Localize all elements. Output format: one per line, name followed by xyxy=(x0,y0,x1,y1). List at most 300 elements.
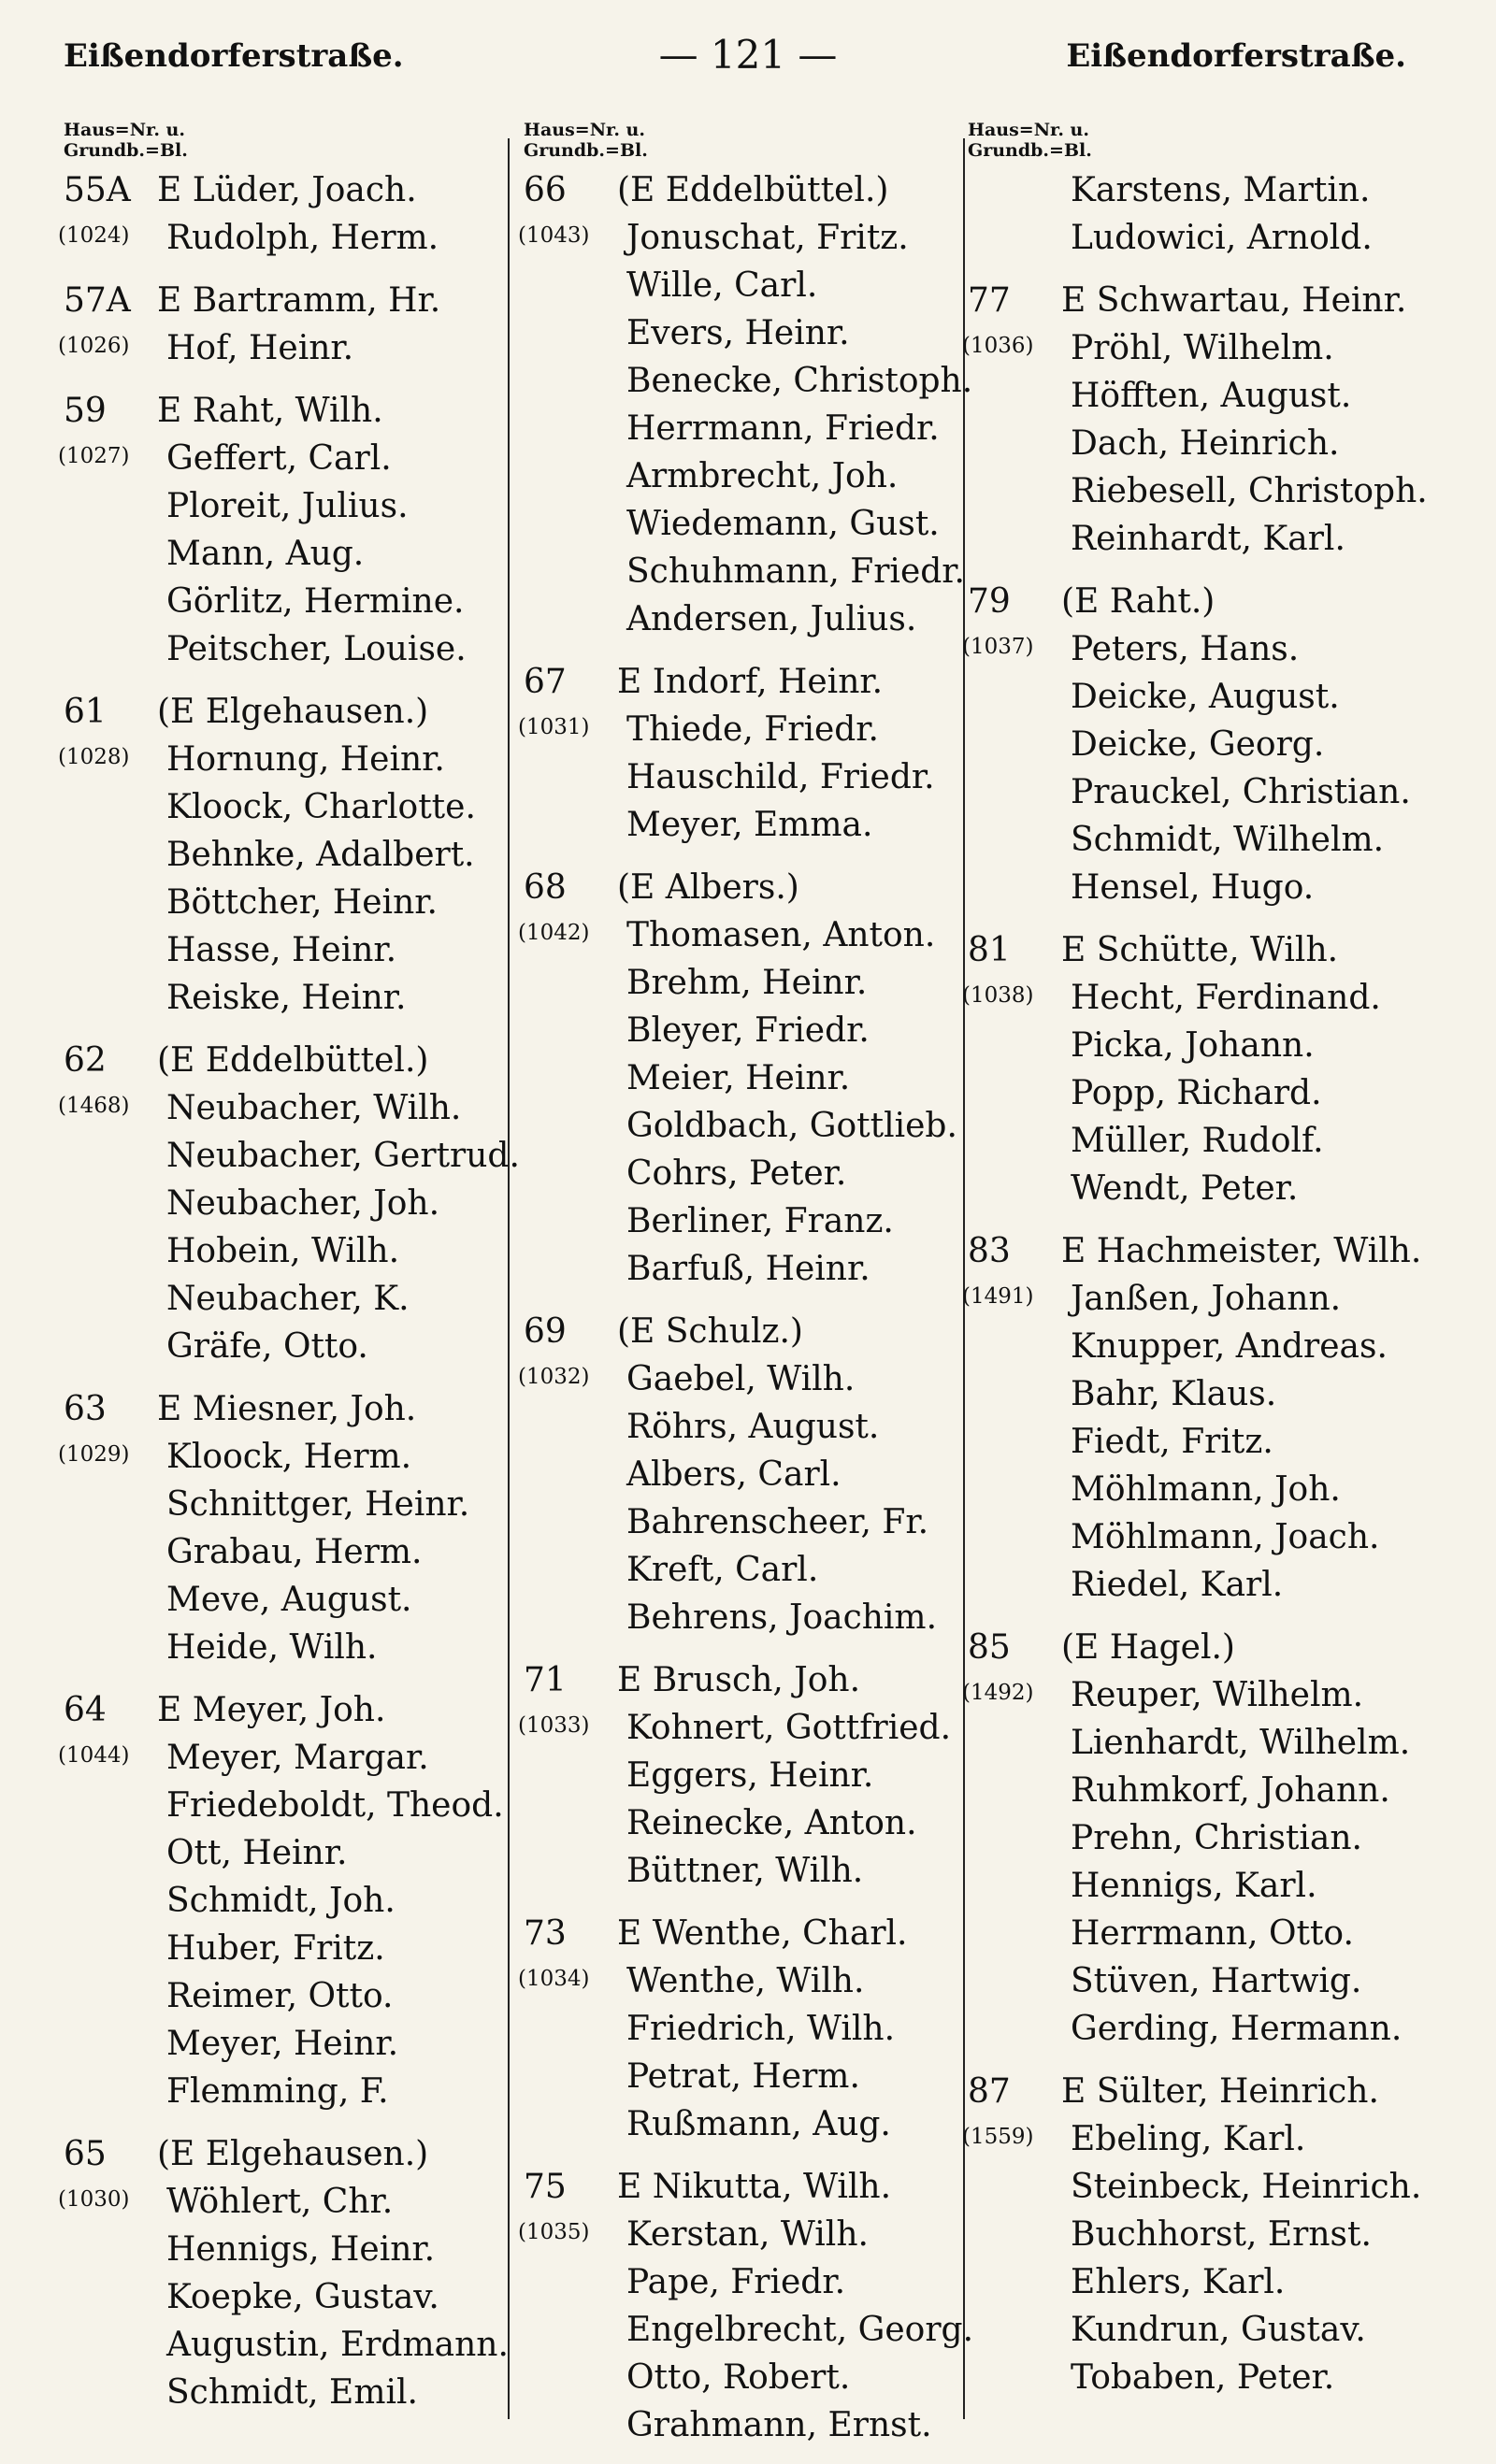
resident-row xyxy=(524,1752,963,1799)
column-2 xyxy=(518,120,974,2464)
resident-name: Riebesell, Christoph. xyxy=(1071,472,1428,510)
resident-row xyxy=(968,1513,1407,1561)
owner-name: (E Eddelbüttel.) xyxy=(157,1041,429,1080)
resident-row xyxy=(64,1576,503,1624)
resident-name: Mann, Aug. xyxy=(166,535,365,573)
street-heading-right: Eißendorferstraße. xyxy=(1066,37,1406,75)
resident-name: Buchhorst, Ernst. xyxy=(1071,2215,1372,2254)
resident-name: Stüven, Hartwig. xyxy=(1071,1962,1362,2000)
resident-name: Thiede, Friedr. xyxy=(626,710,879,749)
owner-name: E Bartramm, Hr. xyxy=(157,281,441,320)
resident-row xyxy=(968,515,1407,563)
resident-name: Berliner, Franz. xyxy=(626,1202,894,1240)
resident-name: Friedeboldt, Theod. xyxy=(166,1786,504,1825)
house-number: 85 xyxy=(968,1628,1011,1667)
resident-row xyxy=(968,467,1428,515)
resident-name: Tobaben, Peter. xyxy=(1071,2358,1335,2397)
resident-name: Ehlers, Karl. xyxy=(1071,2263,1286,2301)
resident-name: Ploreit, Julius. xyxy=(166,487,409,525)
resident-row xyxy=(64,1972,503,2020)
owner-name: E Meyer, Joh. xyxy=(157,1691,386,1729)
resident-row xyxy=(64,831,503,879)
resident-name: Reuper, Wilhelm. xyxy=(1071,1676,1364,1714)
house-entry xyxy=(962,2068,1422,2401)
resident-row xyxy=(524,595,963,643)
house-entry xyxy=(518,864,963,1293)
resident-row xyxy=(968,420,1407,467)
resident-row xyxy=(968,1814,1407,1862)
house-number: 59 xyxy=(64,392,107,430)
resident-row xyxy=(64,2369,503,2416)
resident-row xyxy=(58,324,503,372)
owner-row xyxy=(524,1656,963,1704)
resident-name: Möhlmann, Joh. xyxy=(1071,1470,1341,1509)
resident-name: Hobein, Wilh. xyxy=(166,1232,400,1270)
resident-name: Bleyer, Friedr. xyxy=(626,1011,870,1050)
house-number: 61 xyxy=(64,693,107,731)
resident-name: Friedrich, Wilh. xyxy=(626,2010,896,2048)
resident-name: Gräfe, Otto. xyxy=(166,1327,368,1366)
resident-row xyxy=(64,1624,503,1671)
resident-row xyxy=(64,1829,503,1877)
resident-name: Hennigs, Heinr. xyxy=(166,2230,436,2269)
resident-name: Peters, Hans. xyxy=(1071,630,1300,668)
house-number: 71 xyxy=(524,1661,567,1699)
resident-row xyxy=(962,974,1407,1022)
resident-name: Röhrs, August. xyxy=(626,1408,880,1446)
owner-row xyxy=(524,1308,963,1355)
resident-name: Wenthe, Wilh. xyxy=(626,1962,865,2000)
resident-row xyxy=(968,2258,1407,2306)
house-number: 77 xyxy=(968,281,1011,320)
resident-name: Fiedt, Fritz. xyxy=(1071,1423,1273,1461)
resident-name: Goldbach, Gottlieb. xyxy=(626,1107,957,1145)
owner-name: (E Eddelbüttel.) xyxy=(617,171,889,209)
house-entry xyxy=(58,1686,504,2115)
grundbuch-number: (1028) xyxy=(58,745,130,769)
resident-name: Augustin, Erdmann. xyxy=(166,2326,509,2364)
resident-name: Flemming, F. xyxy=(166,2072,389,2111)
resident-name: Neubacher, Gertrud. xyxy=(166,1137,520,1175)
resident-row xyxy=(968,768,1411,816)
resident-row xyxy=(524,2053,963,2100)
grundbuch-number: (1044) xyxy=(58,1743,130,1768)
resident-row xyxy=(524,405,963,452)
house-entry xyxy=(518,1910,963,2148)
owner-name: E Sülter, Heinrich. xyxy=(1061,2072,1379,2111)
column-header-line: Haus=Nr. u. xyxy=(524,120,645,140)
resident-row xyxy=(64,1227,503,1275)
resident-name: Kloock, Herm. xyxy=(166,1438,412,1476)
column-divider xyxy=(508,138,510,2419)
owner-row xyxy=(524,1910,963,1957)
resident-name: Behrens, Joachim. xyxy=(626,1598,938,1637)
resident-row xyxy=(64,625,503,673)
resident-row xyxy=(58,2178,503,2226)
resident-name: Bahrenscheer, Fr. xyxy=(626,1503,929,1541)
resident-row xyxy=(518,911,963,959)
resident-name: Meyer, Heinr. xyxy=(166,2025,399,2063)
house-entry xyxy=(58,277,503,372)
resident-name: Grabau, Herm. xyxy=(166,1533,423,1571)
resident-name: Kreft, Carl. xyxy=(626,1551,819,1589)
resident-name: Kerstan, Wilh. xyxy=(626,2215,869,2254)
house-entry xyxy=(58,1385,503,1671)
resident-name: Rußmann, Aug. xyxy=(626,2105,891,2143)
resident-row xyxy=(64,1132,520,1180)
resident-name: Meier, Heinr. xyxy=(626,1059,851,1097)
resident-name: Behnke, Adalbert. xyxy=(166,836,475,874)
column-1 xyxy=(58,120,520,2431)
resident-name: Schnittger, Heinr. xyxy=(166,1485,470,1524)
house-number: 69 xyxy=(524,1312,567,1351)
resident-name: Karstens, Martin. xyxy=(1071,171,1371,209)
grundbuch-number: (1491) xyxy=(962,1284,1034,1309)
owner-name: E Indorf, Heinr. xyxy=(617,663,884,701)
resident-name: Reinecke, Anton. xyxy=(626,1804,917,1842)
resident-name: Reinhardt, Karl. xyxy=(1071,520,1345,558)
resident-name: Pröhl, Wilhelm. xyxy=(1071,329,1334,367)
resident-name: Neubacher, K. xyxy=(166,1280,410,1318)
house-number: 67 xyxy=(524,663,567,701)
column-header-line: Haus=Nr. u. xyxy=(968,120,1089,140)
house-number: 68 xyxy=(524,868,567,907)
resident-name: Hauschild, Friedr. xyxy=(626,758,935,796)
column-header xyxy=(64,120,503,161)
grundbuch-number: (1032) xyxy=(518,1365,590,1389)
resident-name: Kloock, Charlotte. xyxy=(166,788,476,826)
resident-row xyxy=(524,2258,963,2306)
resident-name: Böttcher, Heinr. xyxy=(166,883,438,922)
resident-row xyxy=(968,1418,1407,1466)
resident-row xyxy=(524,1007,963,1054)
resident-row xyxy=(518,706,963,753)
house-number: 64 xyxy=(64,1691,107,1729)
resident-row xyxy=(524,262,963,309)
resident-row xyxy=(64,974,503,1022)
resident-name: Meyer, Margar. xyxy=(166,1739,429,1777)
resident-name: Büttner, Wilh. xyxy=(626,1852,864,1890)
resident-name: Knupper, Andreas. xyxy=(1071,1327,1388,1366)
resident-row xyxy=(968,2354,1407,2401)
resident-row xyxy=(58,1734,503,1782)
resident-row xyxy=(968,1910,1407,1957)
resident-row xyxy=(524,753,963,801)
resident-name: Rudolph, Herm. xyxy=(166,219,439,257)
resident-row xyxy=(64,879,503,926)
resident-row xyxy=(524,1197,963,1245)
owner-name: (E Raht.) xyxy=(1061,582,1216,621)
resident-row xyxy=(524,1546,963,1594)
grundbuch-number: (1043) xyxy=(518,223,590,248)
owner-row xyxy=(968,1227,1422,1275)
resident-name: Ott, Heinr. xyxy=(166,1834,348,1872)
resident-name: Engelbrecht, Georg. xyxy=(626,2311,974,2349)
resident-name: Bahr, Klaus. xyxy=(1071,1375,1277,1413)
resident-row xyxy=(968,673,1407,721)
resident-name: Hecht, Ferdinand. xyxy=(1071,979,1381,1017)
resident-row xyxy=(968,1165,1407,1212)
resident-row xyxy=(64,1782,503,1829)
resident-row xyxy=(968,1561,1407,1609)
owner-row xyxy=(524,864,963,911)
resident-name: Jonuschat, Fritz. xyxy=(626,219,909,257)
resident-name: Geffert, Carl. xyxy=(166,439,392,478)
resident-name: Picka, Johann. xyxy=(1071,1026,1315,1065)
resident-row xyxy=(524,1054,963,1102)
resident-row xyxy=(524,2100,963,2148)
grundbuch-number: (1030) xyxy=(58,2187,130,2212)
column-header-line: Haus=Nr. u. xyxy=(64,120,185,140)
resident-name: Schmidt, Wilhelm. xyxy=(1071,821,1385,859)
resident-row xyxy=(968,1957,1407,2005)
house-entry xyxy=(962,1227,1422,1609)
owner-row xyxy=(64,166,503,214)
grundbuch-number: (1037) xyxy=(962,635,1034,659)
resident-row xyxy=(64,1528,503,1576)
resident-name: Peitscher, Louise. xyxy=(166,630,467,668)
resident-row xyxy=(64,783,503,831)
owner-name: (E Elgehausen.) xyxy=(157,693,429,731)
grundbuch-number: (1559) xyxy=(962,2125,1034,2149)
resident-name: Schmidt, Emil. xyxy=(166,2373,418,2412)
owner-row xyxy=(64,1686,503,1734)
resident-row xyxy=(968,1323,1407,1370)
resident-row xyxy=(968,372,1407,420)
owner-name: E Schwartau, Heinr. xyxy=(1061,281,1407,320)
grundbuch-number: (1035) xyxy=(518,2220,590,2244)
house-entry xyxy=(58,2130,509,2416)
resident-row xyxy=(518,214,963,262)
resident-row xyxy=(968,816,1407,864)
owner-name: E Brusch, Joh. xyxy=(617,1661,861,1699)
owner-name: E Miesner, Joh. xyxy=(157,1390,417,1428)
resident-row xyxy=(518,1355,963,1403)
resident-row xyxy=(524,357,973,405)
resident-name: Steinbeck, Heinrich. xyxy=(1071,2168,1422,2206)
resident-row xyxy=(58,214,503,262)
resident-name: Ruhmkorf, Johann. xyxy=(1071,1771,1390,1810)
resident-name: Hennigs, Karl. xyxy=(1071,1867,1317,1905)
resident-row xyxy=(524,452,963,500)
owner-row xyxy=(64,1385,503,1433)
owner-row xyxy=(968,2068,1407,2115)
resident-name: Neubacher, Wilh. xyxy=(166,1089,462,1127)
resident-name: Armbrecht, Joh. xyxy=(626,457,899,495)
resident-name: Huber, Fritz. xyxy=(166,1929,385,1968)
owner-row xyxy=(64,387,503,435)
grundbuch-number: (1468) xyxy=(58,1094,130,1118)
owner-row xyxy=(968,578,1407,625)
owner-row xyxy=(524,658,963,706)
resident-name: Hasse, Heinr. xyxy=(166,931,397,969)
house-number: 73 xyxy=(524,1914,567,1953)
resident-row xyxy=(64,2321,509,2369)
page-number: — 121 — xyxy=(658,32,838,78)
resident-row xyxy=(64,926,503,974)
resident-name: Wille, Carl. xyxy=(626,266,818,305)
owner-row xyxy=(968,1624,1407,1671)
owner-name: (E Albers.) xyxy=(617,868,799,907)
house-entry xyxy=(518,2163,974,2449)
house-number: 81 xyxy=(968,931,1011,969)
resident-row xyxy=(524,1594,963,1641)
house-entry xyxy=(962,277,1428,563)
column-header-line: Grundb.=Bl. xyxy=(968,140,1092,161)
owner-row xyxy=(968,277,1407,324)
resident-row xyxy=(968,1370,1407,1418)
resident-row xyxy=(968,2211,1407,2258)
resident-row xyxy=(962,324,1407,372)
resident-name: Otto, Robert. xyxy=(626,2358,851,2397)
owner-name: E Schütte, Wilh. xyxy=(1061,931,1339,969)
resident-name: Reiske, Heinr. xyxy=(166,979,407,1017)
resident-row xyxy=(524,2354,963,2401)
resident-row xyxy=(64,1275,503,1323)
resident-name: Höfften, August. xyxy=(1071,377,1352,415)
resident-row xyxy=(524,959,963,1007)
resident-row xyxy=(64,1323,503,1370)
resident-row xyxy=(968,1022,1407,1069)
resident-name: Petrat, Herm. xyxy=(626,2057,860,2096)
resident-name: Kohnert, Gottfried. xyxy=(626,1709,952,1747)
resident-row xyxy=(524,1245,963,1293)
resident-row xyxy=(962,1275,1407,1323)
resident-row xyxy=(64,578,503,625)
resident-row xyxy=(968,1069,1407,1117)
resident-name: Andersen, Julius. xyxy=(626,600,917,638)
resident-name: Schuhmann, Friedr. xyxy=(626,552,965,591)
house-number: 66 xyxy=(524,171,567,209)
owner-row xyxy=(64,277,503,324)
owner-name: E Lüder, Joach. xyxy=(157,171,417,209)
resident-name: Neubacher, Joh. xyxy=(166,1184,440,1223)
resident-name: Reimer, Otto. xyxy=(166,1977,394,2015)
resident-name: Herrmann, Otto. xyxy=(1071,1914,1354,1953)
resident-name: Müller, Rudolf. xyxy=(1071,1122,1324,1160)
grundbuch-number: (1033) xyxy=(518,1713,590,1738)
grundbuch-number: (1038) xyxy=(962,983,1034,1008)
house-entry xyxy=(518,658,963,849)
grundbuch-number: (1492) xyxy=(962,1681,1034,1705)
resident-row xyxy=(524,2005,963,2053)
owner-name: (E Schulz.) xyxy=(617,1312,803,1351)
resident-row xyxy=(58,1084,503,1132)
house-entry xyxy=(58,166,503,262)
owner-name: E Nikutta, Wilh. xyxy=(617,2168,892,2206)
resident-name: Görlitz, Hermine. xyxy=(166,582,465,621)
house-number: 65 xyxy=(64,2135,107,2173)
owner-name: E Wenthe, Charl. xyxy=(617,1914,908,1953)
resident-name: Ebeling, Karl. xyxy=(1071,2120,1306,2158)
owner-row xyxy=(64,688,503,736)
street-heading-left: Eißendorferstraße. xyxy=(64,37,404,75)
resident-row xyxy=(58,435,503,482)
resident-row xyxy=(524,1102,963,1150)
house-number: 62 xyxy=(64,1041,107,1080)
resident-name: Herrmann, Friedr. xyxy=(626,409,940,448)
resident-name: Wendt, Peter. xyxy=(1071,1169,1299,1208)
resident-row xyxy=(64,1925,503,1972)
column-header-line: Grundb.=Bl. xyxy=(524,140,648,161)
resident-row xyxy=(968,2163,1422,2211)
house-entry xyxy=(962,1624,1411,2053)
house-entry xyxy=(962,578,1411,911)
grundbuch-number: (1042) xyxy=(518,921,590,945)
house-entry xyxy=(518,1656,963,1895)
resident-name: Grahmann, Ernst. xyxy=(626,2406,932,2444)
resident-row xyxy=(968,864,1407,911)
resident-row xyxy=(524,2401,963,2449)
owner-name: (E Hagel.) xyxy=(1061,1628,1235,1667)
grundbuch-number: (1036) xyxy=(962,334,1034,358)
resident-name: Thomasen, Anton. xyxy=(626,916,936,954)
resident-row xyxy=(524,801,963,849)
resident-name: Dach, Heinrich. xyxy=(1071,424,1340,463)
resident-row xyxy=(962,1671,1407,1719)
resident-row xyxy=(524,500,963,548)
resident-name: Riedel, Karl. xyxy=(1071,1566,1284,1604)
resident-name: Hensel, Hugo. xyxy=(1071,868,1315,907)
grundbuch-number: (1026) xyxy=(58,334,130,358)
resident-name: Hof, Heinr. xyxy=(166,329,354,367)
house-entry xyxy=(968,166,1407,262)
resident-row xyxy=(968,1719,1411,1767)
resident-row xyxy=(968,2005,1407,2053)
resident-name: Ludowici, Arnold. xyxy=(1071,219,1373,257)
resident-row xyxy=(524,1150,963,1197)
resident-row xyxy=(968,1862,1407,1910)
resident-row xyxy=(524,1403,963,1451)
house-entry xyxy=(962,926,1407,1212)
resident-name: Evers, Heinr. xyxy=(626,314,850,352)
column-header xyxy=(524,120,963,161)
owner-row xyxy=(968,926,1407,974)
resident-row xyxy=(524,309,963,357)
resident-row xyxy=(64,2068,503,2115)
owner-row xyxy=(64,1037,503,1084)
owner-name: E Raht, Wilh. xyxy=(157,392,383,430)
resident-row xyxy=(524,1451,963,1498)
resident-row xyxy=(524,2306,974,2354)
resident-row xyxy=(962,625,1407,673)
resident-name: Janßen, Johann. xyxy=(1071,1280,1342,1318)
resident-row xyxy=(64,2273,503,2321)
house-entry xyxy=(58,688,503,1022)
resident-name: Pape, Friedr. xyxy=(626,2263,846,2301)
resident-name: Benecke, Christoph. xyxy=(626,362,973,400)
grundbuch-number: (1034) xyxy=(518,1967,590,1991)
resident-name: Meve, August. xyxy=(166,1581,412,1619)
resident-row xyxy=(58,736,503,783)
resident-name: Eggers, Heinr. xyxy=(626,1756,874,1795)
house-entry xyxy=(518,1308,963,1641)
resident-name: Cohrs, Peter. xyxy=(626,1154,847,1193)
resident-row xyxy=(64,482,503,530)
house-number: 83 xyxy=(968,1232,1011,1270)
house-entry xyxy=(518,166,973,643)
resident-name: Barfuß, Heinr. xyxy=(626,1250,870,1288)
resident-row xyxy=(968,1466,1407,1513)
resident-name: Kundrun, Gustav. xyxy=(1071,2311,1366,2349)
resident-name: Deicke, August. xyxy=(1071,678,1340,716)
resident-row xyxy=(518,1704,963,1752)
house-entry xyxy=(58,387,503,673)
resident-row xyxy=(518,1957,963,2005)
resident-row xyxy=(64,1180,503,1227)
resident-row xyxy=(64,2226,503,2273)
resident-name: Brehm, Heinr. xyxy=(626,964,868,1002)
